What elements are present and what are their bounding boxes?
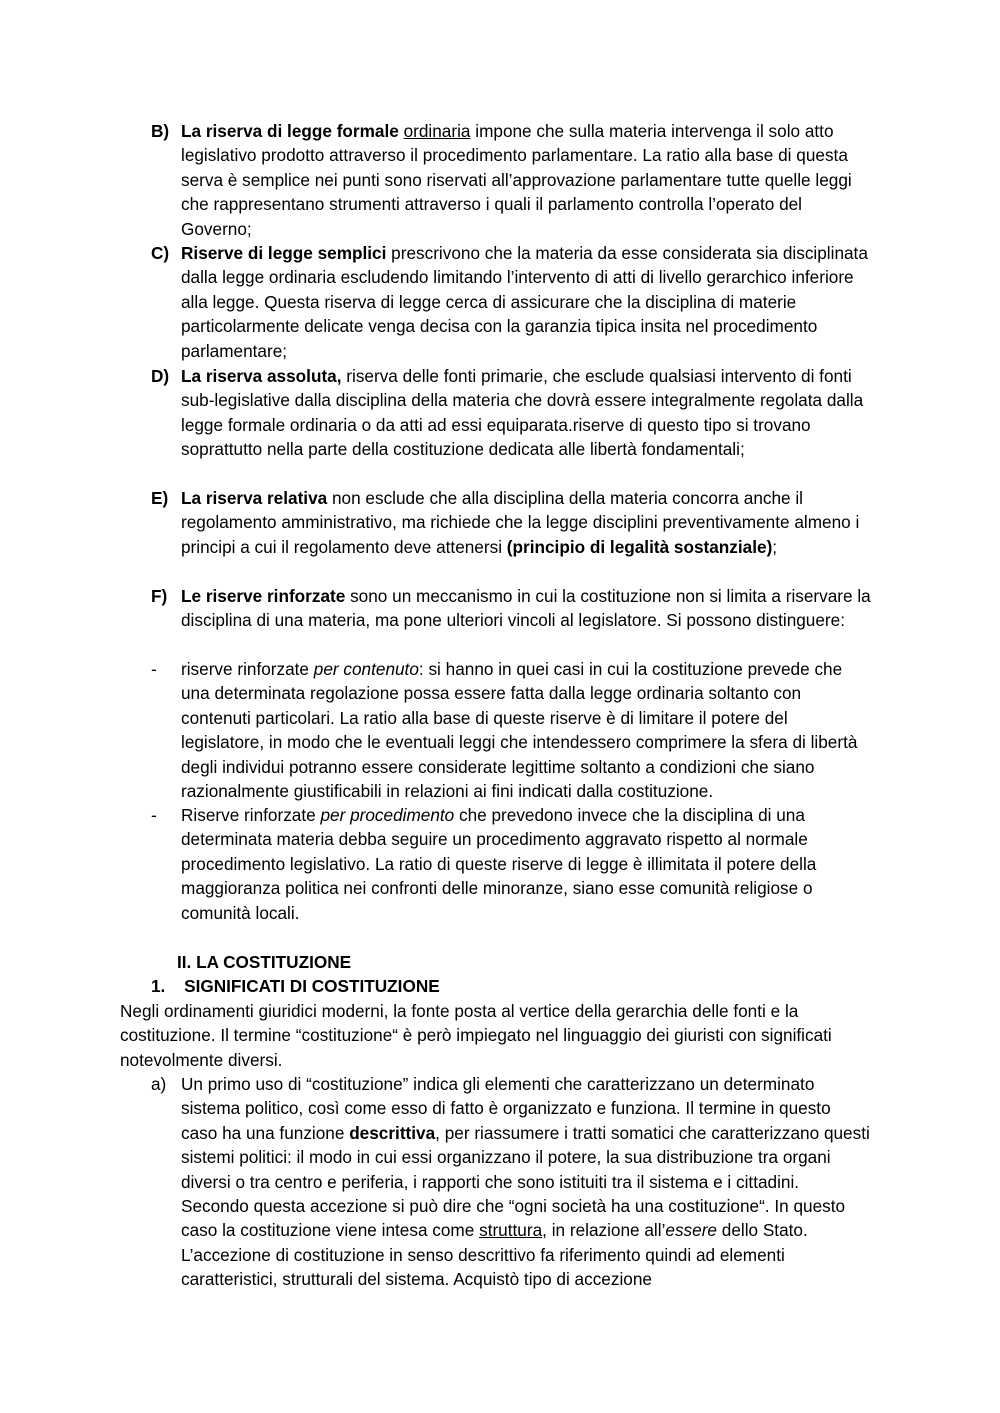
italic-text-run: per contenuto (313, 659, 419, 679)
list-marker: D) (151, 366, 170, 386)
section-heading: II. LA COSTITUZIONE (177, 952, 352, 972)
intro-paragraph: Negli ordinamenti giuridici moderni, la fonte posta al vertice della gerarchia delle fonti e la costituzione. Il termine “costituzione“ è però impiegato nel linguaggio dei giuristi con significati notevolmente diversi. (120, 1001, 832, 1070)
list-item-a (151, 1072, 871, 1292)
text-run: non esclude che alla disciplina della materia concorra anche il regolamento amministrativo, ma richiede che la legge disciplini preventivamente almeno i principi a cui il regolamento deve attenersi (181, 488, 860, 557)
text-run: sono un meccanismo in cui la costituzione non si limita a riservare la disciplina di una materia, ma pone ulteriori vincoli al legislatore. Si possono distinguere: (181, 586, 871, 631)
text-run: Riserve rinforzate (181, 805, 321, 825)
list-item-b (151, 119, 871, 241)
bold-text-run: La riserva assoluta, (181, 366, 342, 386)
bold-text-run: La riserva relativa (181, 488, 328, 508)
bold-text-run: Le riserve rinforzate (181, 586, 346, 606)
text-run: prescrivono che la materia da esse considerata sia disciplinata dalla legge ordinaria escludendo limitando l’intervento di atti di livello gerarchico inferiore alla legge. Questa riserva di legge cerca di assicurare che la disciplina di materie particolarmente delicate venga decisa con la garanzia tipica insita nel procedimento parlamentare; (181, 243, 868, 361)
list-marker: - (151, 805, 157, 825)
bold-text-run: (principio di legalità sostanziale) (506, 536, 773, 557)
text-run: riserve rinforzate (181, 659, 314, 679)
italic-text-run: per procedimento (320, 805, 455, 825)
text-run: : si hanno in quei casi in cui la costituzione prevede che una determinata regolazione possa essere fatta dalla legge ordinaria soltanto con contenuti particolari. La ratio alla base di queste riserve è di limitare il potere del legislatore, in modo che le eventuali leggi che intendessero comprimere la sfera di libertà degli individui potranno essere considerate legittime soltanto a condizioni che siano razionalmente giustificabili in relazioni ai fini indicati dalla costituzione. (181, 659, 858, 802)
list-item-text (181, 1072, 871, 1292)
list-item-d (151, 364, 871, 462)
text-run: ; (772, 536, 778, 557)
bold-text-run: descrittiva (349, 1122, 436, 1143)
list-item-text (181, 657, 871, 803)
text-run: , per riassumere i tratti somatici che caratterizzano questi sistemi politici: il modo in cui essi organizzano il potere, la sua distribuzione tra organi diversi o tra centro e periferia, i rapporti che sono istituiti tra il sistema e i cittadini. Secondo questa accezione si può dire che “ogni società ha una costituzione“. In questo caso la costituzione viene intesa come (181, 1122, 870, 1241)
subsection-heading (151, 974, 440, 998)
list-item-c (151, 241, 871, 363)
text-run: che prevedono invece che la disciplina di una determinata materia debba seguire un procedimento aggravato rispetto al normale procedimento legislativo. La ratio di queste riserve di legge è illimitata il potere della maggioranza politica nei confronti delle minoranze, siano esse comunità religiose o comunità locali. (181, 805, 817, 923)
list-item-e (151, 486, 871, 559)
subsection-title: SIGNIFICATI DI COSTITUZIONE (184, 976, 440, 996)
list-item-text (181, 584, 871, 633)
list-marker: C) (151, 243, 170, 263)
text-run: , in relazione all’ (542, 1220, 666, 1241)
underlined-text-run: struttura (479, 1220, 543, 1241)
bold-text-run: La riserva di legge formale (181, 121, 404, 141)
list-item-text (181, 803, 871, 925)
list-marker: B) (151, 121, 170, 141)
text-run: impone che sulla materia intervenga il solo atto legislativo prodotto attraverso il procedimento parlamentare. La ratio alla base di questa serva è semplice nei punti sono riservati all’approvazione parlamentare tutte quelle leggi che rappresentano strumenti attraverso i quali il parlamento controlla l’operato del Governo; (181, 121, 852, 239)
text-run: Un primo uso di “costituzione” indica gli elementi che caratterizzano un determinato sistema politico, così come esso di fatto è organizzato e funziona. Il termine in questo caso ha una funzione (181, 1074, 831, 1143)
list-item-text (181, 364, 871, 462)
italic-text-run: essere (665, 1220, 717, 1241)
list-item-dash-procedimento (151, 803, 871, 925)
list-item-dash-contenuto (151, 657, 871, 803)
list-item-f (151, 584, 871, 633)
text-run: riserva delle fonti primarie, che esclude qualsiasi intervento di fonti sub-legislative dalla disciplina della materia che dovrà essere integralmente regolata dalla legge formale ordinaria o da atti ad essi equiparata.riserve di questo tipo si trovano soprattutto nella parte della costituzione dedicata alle libertà fondamentali; (181, 366, 864, 460)
list-item-text (181, 119, 871, 241)
bold-text-run: Riserve di legge semplici (181, 243, 387, 263)
list-marker: F) (151, 586, 168, 606)
list-item-text (181, 486, 871, 559)
subsection-marker: 1. (151, 976, 166, 996)
list-item-text (181, 241, 871, 363)
underlined-text-run: ordinaria (403, 121, 471, 141)
list-marker: E) (151, 488, 169, 508)
text-run: dello Stato. L’accezione di costituzione in senso descrittivo fa riferimento quindi ad elementi caratteristici, strutturali del sistema. Acquistò tipo di accezione (181, 1220, 808, 1290)
list-marker: a) (151, 1074, 167, 1094)
list-marker: - (151, 659, 157, 679)
